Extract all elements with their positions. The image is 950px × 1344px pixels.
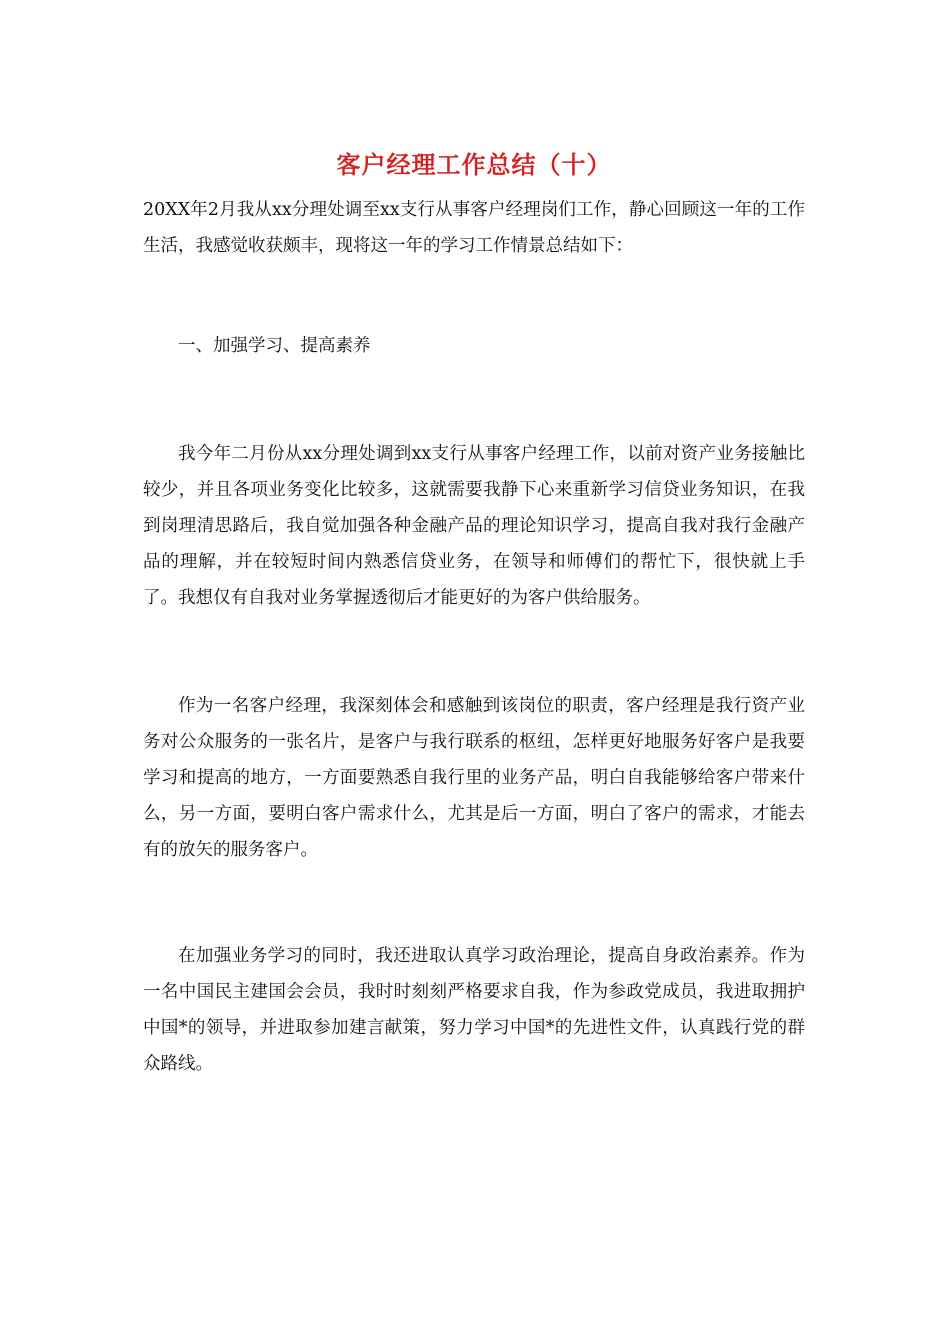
body-paragraph: 我今年二月份从xx分理处调到xx支行从事客户经理工作，以前对资产业务接触比较少，并且各项业务变化比较多，这就需要我静下心来重新学习信贷业务知识，在我到岗理清思路后，我自觉加强各种金融产品的理论知识学习，提高自我对我行金融产品的理解，并在较短时间内熟悉信贷业务，在领导和师傅们的帮忙下，很快就上手了。我想仅有自我对业务掌握透彻后才能更好的为客户供给服务。 [143, 444, 805, 608]
spacer [143, 264, 805, 328]
spacer [143, 868, 805, 938]
spacer [143, 364, 805, 436]
spacer [143, 616, 805, 688]
intro-paragraph: 20XX年2月我从xx分理处调至xx支行从事客户经理岗们工作，静心回顾这一年的工作生活，我感觉收获颇丰，现将这一年的学习工作情景总结如下： [143, 200, 805, 256]
body-paragraph: 作为一名客户经理，我深刻体会和感触到该岗位的职责，客户经理是我行资产业务对公众服务的一张名片，是客户与我行联系的枢纽，怎样更好地服务好客户是我要学习和提高的地方，一方面要熟悉自我行里的业务产品，明白自我能够给客户带来什么，另一方面，要明白客户需求什么，尤其是后一方面，明白了客户的需求，才能去有的放矢的服务客户。 [143, 696, 805, 860]
document-page [143, 148, 805, 1082]
document-title: 客户经理工作总结（十） [336, 150, 612, 179]
section-heading: 一、加强学习、提高素养 [178, 336, 371, 356]
body-paragraph: 在加强业务学习的同时，我还进取认真学习政治理论，提高自身政治素养。作为一名中国民主建国会会员，我时时刻刻严格要求自我，作为参政党成员，我进取拥护中国*的领导，并进取参加建言献策，努力学习中国*的先进性文件，认真践行党的群众路线。 [143, 946, 805, 1074]
